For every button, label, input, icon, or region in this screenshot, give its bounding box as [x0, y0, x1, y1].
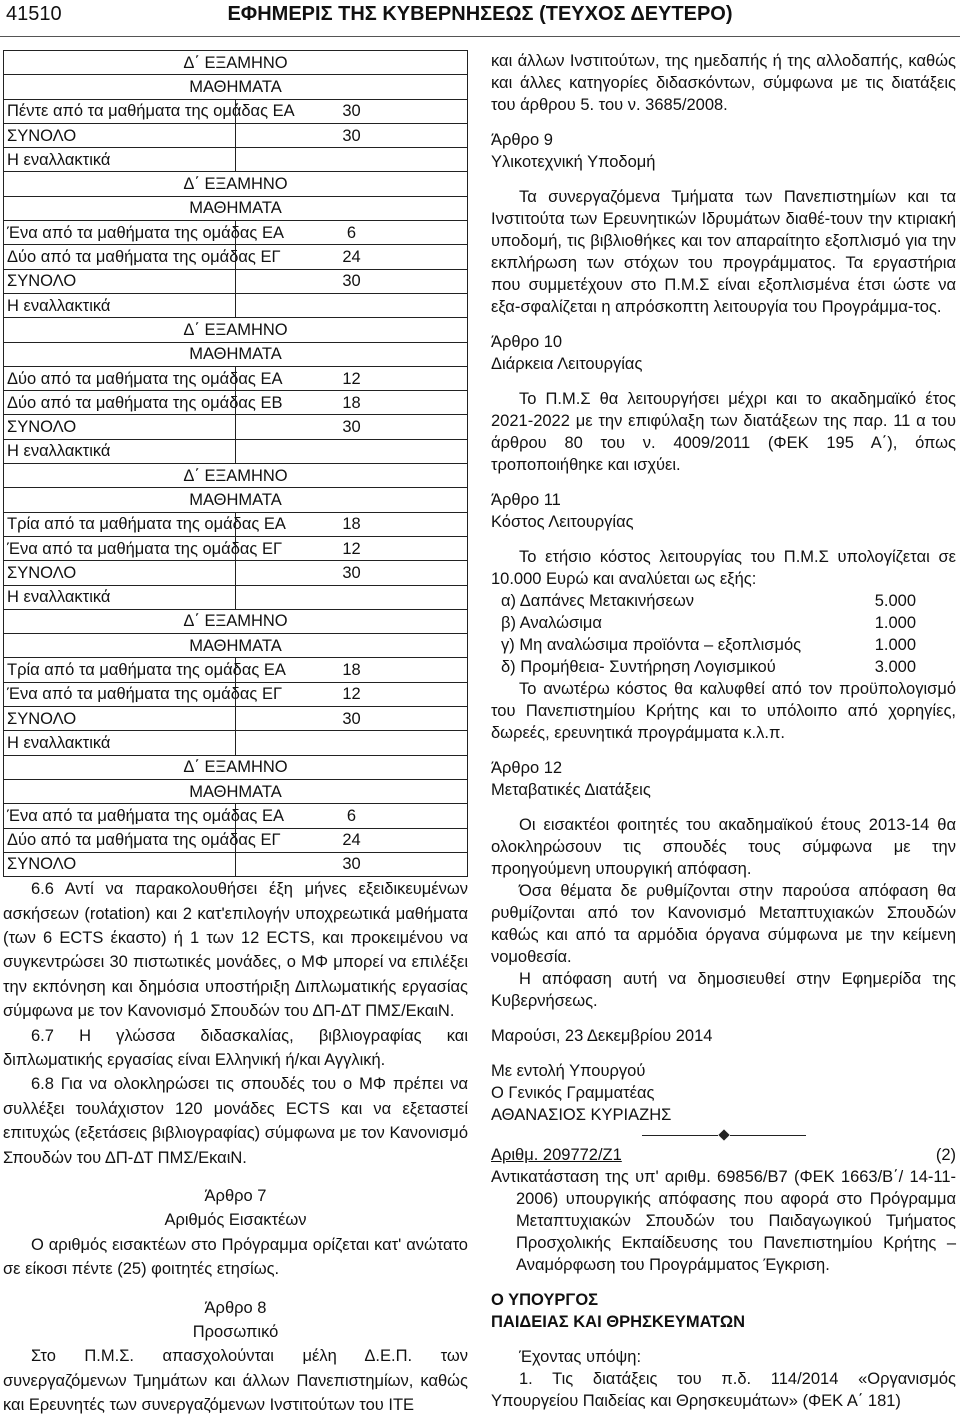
cost-label: δ) Προμήθεια- Συντήρηση Λογισμικού	[501, 658, 776, 676]
table-cell-value: 24	[236, 828, 468, 852]
table-row	[4, 172, 468, 196]
table-cell-value: 30	[236, 269, 468, 293]
table-cell-value: 30	[236, 415, 468, 439]
gazette-title: ΕΦΗΜΕΡΙΣ ΤΗΣ ΚΥΒΕΡΝΗΣΕΩΣ (ΤΕΥΧΟΣ ΔΕΥΤΕΡΟ)	[227, 3, 733, 25]
article-11-text: Το ανωτέρω κόστος θα καλυφθεί από τον προϋπολογισμό του Πανεπιστημίου Κρήτης και το υπόλοιπο από χορηγίες, δωρεές, ερευνητικά προγράμματα κ.λ.π.	[491, 680, 956, 742]
course-table	[3, 50, 468, 877]
table-cell-value: 12	[236, 682, 468, 706]
table-cell-value	[236, 585, 468, 609]
page-header	[6, 0, 954, 30]
signature-date: Μαρούσι, 23 Δεκεμβρίου 2014	[491, 1027, 713, 1045]
article-7-text: Ο αριθμός εισακτέων στο Πρόγραμμα ορίζεται κατ' ανώτατο σε είκοσι πέντε (25) φοιτητές ετησίως.	[3, 1235, 468, 1279]
table-cell-heading: ΜΑΘΗΜΑΤΑ	[4, 779, 468, 803]
article-12-paragraph-1: Οι εισακτέοι φοιτητές του ακαδημαϊκού έτους 2013-14 θα ολοκληρώσουν τις σπουδές τους σύμφωνα με την προηγούμενη υπουργική απόφαση.	[491, 816, 956, 878]
table-cell-value: 18	[236, 658, 468, 682]
table-cell-heading: ΜΑΘΗΜΑΤΑ	[4, 196, 468, 220]
table-cell-value: 12	[236, 366, 468, 390]
table-row	[4, 415, 468, 439]
table-row	[4, 779, 468, 803]
article-12-paragraph-2: Όσα θέματα δε ρυθμίζονται στην παρούσα απόφαση θα ρυθμίζονται από τον Κανονισμό Μεταπτυχιακών Σπουδών καθώς και από τα αρμόδια όργανα σύμφωνα με την κείμενη νομοθεσία.	[491, 882, 956, 966]
table-row	[4, 293, 468, 317]
article-8-continuation: και άλλων Ινστιτούτων, της ημεδαπής ή της αλλοδαπής, καθώς και άλλες κατηγορίες διδασκόντων, σύμφωνα με τις διατάξεις του άρθρου 5. του ν. 3685/2008.	[491, 52, 956, 114]
cost-amount: 1.000	[874, 636, 916, 654]
having-regard: Έχοντας υπόψη:	[519, 1348, 642, 1366]
table-row	[4, 51, 468, 75]
consideration-item-1: 1. Τις διατάξεις του π.δ. 114/2014 «Οργανισμός Υπουργείου Παιδείας και Θρησκευμάτων» (ΦΕΚ Α΄ 181)	[491, 1370, 956, 1410]
table-cell-label: ΣΥΝΟΛΟ	[4, 415, 236, 439]
table-row	[4, 634, 468, 658]
table-cell-heading: ΜΑΘΗΜΑΤΑ	[4, 488, 468, 512]
table-row	[4, 391, 468, 415]
table-row	[4, 269, 468, 293]
table-row	[4, 561, 468, 585]
table-cell-heading: ΜΑΘΗΜΑΤΑ	[4, 634, 468, 658]
table-cell-label: Πέντε από τα μαθήματα της ομάδας ΕΑ	[4, 99, 236, 123]
cost-amount: 1.000	[874, 614, 916, 632]
table-cell-label: ΣΥΝΟΛΟ	[4, 123, 236, 147]
article-11-subtitle: Κόστος Λειτουργίας	[491, 513, 634, 531]
decision-heading	[491, 1144, 956, 1166]
decision-subject: Αντικατάσταση της υπ' αριθμ. 69856/Β7 (ΦΕΚ 1663/Β΄/ 14-11-2006) υπουργικής απόφασης που αφορά στο Πρόγραμμα Μεταπτυχιακών Σπουδών του Παιδαγωγικού Τμήματος Προσχολικής Εκπαίδευσης του Πανεπιστημίου Κρήτης – Αναμόρφωση του Προγράμματος Έγκριση.	[491, 1168, 956, 1274]
minister-title: Ο ΥΠΟΥΡΓΟΣ	[491, 1291, 599, 1309]
cost-amount: 5.000	[874, 592, 916, 610]
cost-item	[491, 656, 956, 678]
cost-item	[491, 634, 956, 656]
article-10-text: Το Π.Μ.Σ θα λειτουργήσει μέχρι και το ακαδημαϊκό έτος 2021-2022 με την επιφύλαξη των διατάξεων της παρ. 11 α του άρθρου 80 του ν. 4009/2011 (ΦΕΚ 195 Α΄), όπως τροποποιήθηκε και ισχύει.	[491, 390, 956, 474]
table-cell-heading: Δ΄ ΕΞΑΜΗΝΟ	[4, 51, 468, 75]
table-cell-label: ΣΥΝΟΛΟ	[4, 269, 236, 293]
article-9-subtitle: Υλικοτεχνική Υποδομή	[491, 153, 656, 171]
table-cell-label: Η εναλλακτικά	[4, 148, 236, 172]
cost-label: α) Δαπάνες Μετακινήσεων	[501, 592, 695, 610]
table-cell-label: Τρία από τα μαθήματα της ομάδας ΕΑ	[4, 512, 236, 536]
right-column	[491, 50, 956, 1412]
table-row	[4, 828, 468, 852]
table-row	[4, 852, 468, 876]
table-cell-label: ΣΥΝΟΛΟ	[4, 707, 236, 731]
table-row	[4, 99, 468, 123]
table-row	[4, 536, 468, 560]
table-cell-label: Τρία από τα μαθήματα της ομάδας ΕΑ	[4, 658, 236, 682]
table-cell-value: 6	[236, 804, 468, 828]
signature-role: Ο Γενικός Γραμματέας	[491, 1084, 655, 1102]
decision-number: Αριθμ. 209772/Ζ1	[491, 1146, 622, 1164]
cost-item	[491, 612, 956, 634]
table-cell-value: 30	[236, 99, 468, 123]
table-cell-value	[236, 293, 468, 317]
table-cell-label: Ένα από τα μαθήματα της ομάδας ΕΑ	[4, 804, 236, 828]
article-11-title: Άρθρο 11	[491, 491, 561, 509]
table-cell-label: Η εναλλακτικά	[4, 293, 236, 317]
cost-label: γ) Μη αναλώσιμα προϊόντα – εξοπλισμός	[501, 636, 802, 654]
table-cell-label: Η εναλλακτικά	[4, 585, 236, 609]
cost-amount: 3.000	[874, 658, 916, 676]
table-row	[4, 196, 468, 220]
table-cell-label: Δύο από τα μαθήματα της ομάδας ΕΓ	[4, 828, 236, 852]
table-row	[4, 804, 468, 828]
table-row	[4, 123, 468, 147]
table-cell-value: 30	[236, 561, 468, 585]
article-12-title: Άρθρο 12	[491, 759, 563, 777]
page-number: 41510	[6, 3, 62, 25]
article-8-text: Στο Π.Μ.Σ. απασχολούνται μέλη Δ.Ε.Π. των συνεργαζόμενων Τμημάτων και άλλων Πανεπιστημίων, καθώς και Ερευνητές των συνεργαζόμενων Ινστιτούτων του ΙΤΕ	[3, 1347, 468, 1415]
table-row	[4, 585, 468, 609]
table-cell-heading: Δ΄ ΕΞΑΜΗΝΟ	[4, 318, 468, 342]
paragraph-6-6: 6.6 Αντί να παρακολουθήσει έξη μήνες εξειδικευμένων ασκήσεων (rotation) και 2 κατ'επιλογήν υποχρεωτικά μαθήματα (των 6 ECTS έκαστο) ή 1 των 12 ECTS, και προκειμένου να συγκεντρώσει 30 πιστωτικές μονάδες, ο ΜΦ μπορεί να επιλέξει την εκπόνηση και δημόσια υποστήριξη Διπλωματικής εργασίας σύμφωνα με τον Κανονισμό Σπουδών του ΔΠ-ΔΤ ΠΜΣ/ΕκαιΝ.	[3, 880, 468, 1021]
signature-name: ΑΘΑΝΑΣΙΟΣ ΚΥΡΙΑΖΗΣ	[491, 1106, 672, 1124]
table-cell-label: Δύο από τα μαθήματα της ομάδας ΕΑ	[4, 366, 236, 390]
ministry-name: ΠΑΙΔΕΙΑΣ ΚΑΙ ΘΡΗΣΚΕΥΜΑΤΩΝ	[491, 1313, 746, 1331]
signature-order: Με εντολή Υπουργού	[491, 1062, 646, 1080]
article-12-paragraph-3: Η απόφαση αυτή να δημοσιευθεί στην Εφημερίδα της Κυβερνήσεως.	[491, 970, 956, 1010]
table-cell-label: Η εναλλακτικά	[4, 439, 236, 463]
table-cell-value: 30	[236, 707, 468, 731]
article-11-intro: Το ετήσιο κόστος λειτουργίας του Π.Μ.Σ υπολογίζεται σε 10.000 Ευρώ και αναλύεται ως εξής:	[491, 548, 956, 588]
paragraph-6-8: 6.8 Για να ολοκληρώσει τις σπουδές του ο ΜΦ πρέπει να συλλέξει τουλάχιστον 120 μονάδες ECTS και να εξεταστεί επιτυχώς (εξετάσεις βιβλιογραφίας) σύμφωνα με τον Κανονισμό Σπουδών του ΔΠ-ΔΤ ΠΜΣ/ΕκαιΝ.	[3, 1075, 468, 1167]
table-row	[4, 439, 468, 463]
table-row	[4, 488, 468, 512]
article-12-subtitle: Μεταβατικές Διατάξεις	[491, 781, 651, 799]
table-cell-label: Δύο από τα μαθήματα της ομάδας ΕΒ	[4, 391, 236, 415]
article-10-title: Άρθρο 10	[491, 333, 563, 351]
table-row	[4, 245, 468, 269]
table-cell-heading: Δ΄ ΕΞΑΜΗΝΟ	[4, 464, 468, 488]
cost-label: β) Αναλώσιμα	[501, 614, 602, 632]
table-cell-heading: Δ΄ ΕΞΑΜΗΝΟ	[4, 609, 468, 633]
article-9-title: Άρθρο 9	[491, 131, 553, 149]
table-row	[4, 75, 468, 99]
table-row	[4, 318, 468, 342]
table-cell-label: Δύο από τα μαθήματα της ομάδας ΕΓ	[4, 245, 236, 269]
table-cell-value: 30	[236, 852, 468, 876]
article-8-title: Άρθρο 8	[204, 1298, 267, 1317]
left-column	[3, 50, 468, 1418]
table-cell-value: 12	[236, 536, 468, 560]
table-cell-heading: ΜΑΘΗΜΑΤΑ	[4, 342, 468, 366]
table-row	[4, 512, 468, 536]
article-8-subtitle: Προσωπικό	[192, 1323, 279, 1341]
table-cell-value: 30	[236, 123, 468, 147]
article-7-title: Άρθρο 7	[204, 1186, 267, 1205]
table-cell-value: 18	[236, 391, 468, 415]
table-cell-label: Ένα από τα μαθήματα της ομάδας ΕΓ	[4, 682, 236, 706]
table-cell-label: Ένα από τα μαθήματα της ομάδας ΕΑ	[4, 221, 236, 245]
table-cell-value: 18	[236, 512, 468, 536]
header-rule	[0, 36, 960, 37]
table-cell-heading: Δ΄ ΕΞΑΜΗΝΟ	[4, 755, 468, 779]
table-cell-value: 6	[236, 221, 468, 245]
cost-item	[491, 590, 956, 612]
table-cell-value: 24	[236, 245, 468, 269]
article-10-subtitle: Διάρκεια Λειτουργίας	[491, 355, 643, 373]
cost-list	[491, 590, 956, 678]
table-cell-value	[236, 439, 468, 463]
table-row	[4, 731, 468, 755]
table-row	[4, 707, 468, 731]
table-cell-label: ΣΥΝΟΛΟ	[4, 561, 236, 585]
table-row	[4, 682, 468, 706]
paragraph-6-7: 6.7 Η γλώσσα διδασκαλίας, βιβλιογραφίας και διπλωματικής εργασίας είναι Ελληνική ή/και Αγγλική.	[3, 1026, 468, 1069]
table-row	[4, 609, 468, 633]
table-cell-label: Η εναλλακτικά	[4, 731, 236, 755]
table-cell-label: Ένα από τα μαθήματα της ομάδας ΕΓ	[4, 536, 236, 560]
table-cell-value	[236, 731, 468, 755]
table-row	[4, 658, 468, 682]
article-7-subtitle: Αριθμός Εισακτέων	[164, 1211, 307, 1230]
table-row	[4, 148, 468, 172]
table-row	[4, 221, 468, 245]
table-cell-value	[236, 148, 468, 172]
table-row	[4, 366, 468, 390]
decision-index: (2)	[935, 1146, 956, 1164]
table-cell-heading: Δ΄ ΕΞΑΜΗΝΟ	[4, 172, 468, 196]
separator-ornament	[491, 1126, 956, 1144]
table-row	[4, 464, 468, 488]
table-row	[4, 755, 468, 779]
table-row	[4, 342, 468, 366]
table-cell-label: ΣΥΝΟΛΟ	[4, 852, 236, 876]
article-9-text: Τα συνεργαζόμενα Τμήματα των Πανεπιστημίων και τα Ινστιτούτα των Ερευνητικών Ιδρυμάτων διαθέ-τουν την κτιριακή υποδομή, τις βιβλιοθήκες και τον απαραίτητο εξοπλισμό για την εκπλήρωση των στόχων του προγράμματος. Τα εργαστήρια που συμμετέχουν στο Π.Μ.Σ είναι εξοπλισμένα έτσι ώστε να εξα-σφαλίζεται η απρόσκοπτη λειτουργία του Προγράμμα-τος.	[491, 188, 956, 316]
table-cell-heading: ΜΑΘΗΜΑΤΑ	[4, 75, 468, 99]
